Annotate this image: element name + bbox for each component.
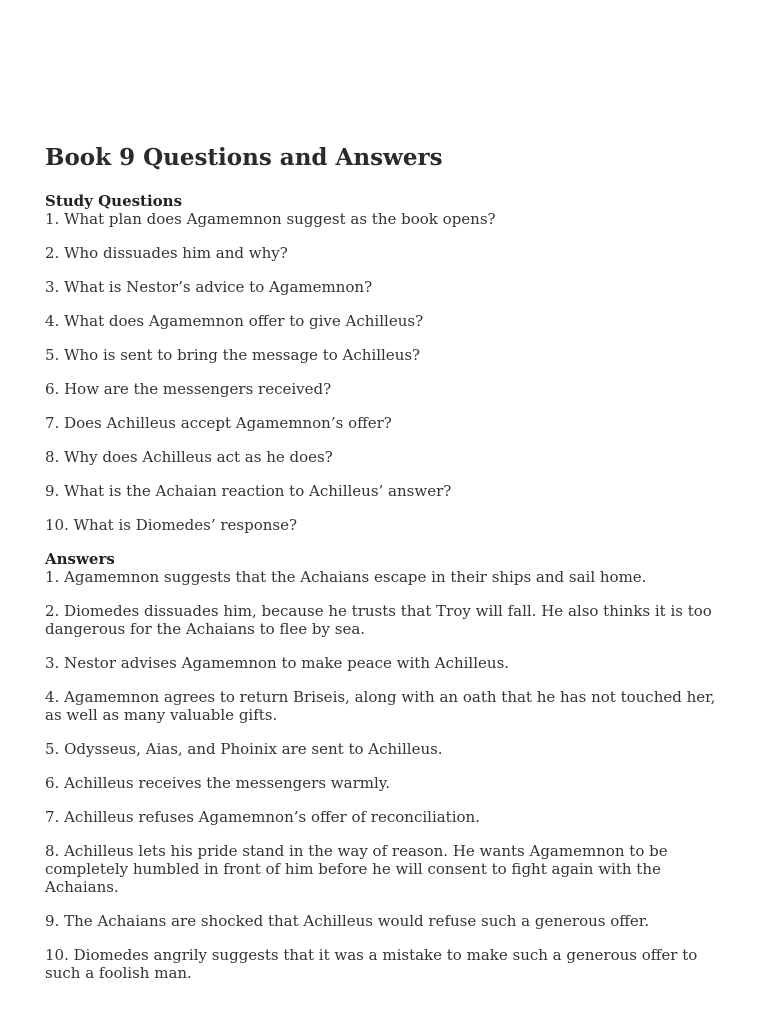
answer-item: 6. Achilleus receives the messengers warmly. (45, 774, 391, 792)
page-title: Book 9 Questions and Answers (45, 144, 443, 171)
question-item: 1. What plan does Agamemnon suggest as the book opens? (45, 210, 496, 228)
question-item: 2. Who dissuades him and why? (45, 244, 288, 262)
question-item: 10. What is Diomedes’ response? (45, 516, 298, 534)
question-item: 5. Who is sent to bring the message to Achilleus? (45, 346, 421, 364)
question-item: 7. Does Achilleus accept Agamemnon’s offer? (45, 414, 392, 432)
answer-item: 9. The Achaians are shocked that Achilleus would refuse such a generous offer. (45, 912, 650, 930)
answer-item: 8. Achilleus lets his pride stand in the way of reason. He wants Agamemnon to be completely humbled in front of him before he will consent to fight again with the Achaians. (45, 842, 668, 896)
answer-item: 10. Diomedes angrily suggests that it was a mistake to make such a generous offer to such a foolish man. (45, 946, 698, 982)
question-item: 4. What does Agamemnon offer to give Achilleus? (45, 312, 424, 330)
answers-heading: Answers (45, 550, 115, 568)
answers-section (45, 550, 725, 982)
question-item: 8. Why does Achilleus act as he does? (45, 448, 333, 466)
answer-item: 4. Agamemnon agrees to return Briseis, along with an oath that he has not touched her, as well as many valuable gifts. (45, 688, 716, 724)
answer-item: 5. Odysseus, Aias, and Phoinix are sent to Achilleus. (45, 740, 443, 758)
study-questions-heading: Study Questions (45, 192, 183, 210)
study-questions-section (45, 192, 725, 534)
answer-item: 1. Agamemnon suggests that the Achaians escape in their ships and sail home. (45, 568, 647, 586)
question-item: 6. How are the messengers received? (45, 380, 332, 398)
document-page (45, 140, 725, 982)
answer-item: 3. Nestor advises Agamemnon to make peace with Achilleus. (45, 654, 510, 672)
question-item: 3. What is Nestor’s advice to Agamemnon? (45, 278, 373, 296)
answer-item: 7. Achilleus refuses Agamemnon’s offer of reconciliation. (45, 808, 480, 826)
question-item: 9. What is the Achaian reaction to Achilleus’ answer? (45, 482, 452, 500)
answer-item: 2. Diomedes dissuades him, because he trusts that Troy will fall. He also thinks it is too dangerous for the Achaians to flee by sea. (45, 602, 712, 638)
